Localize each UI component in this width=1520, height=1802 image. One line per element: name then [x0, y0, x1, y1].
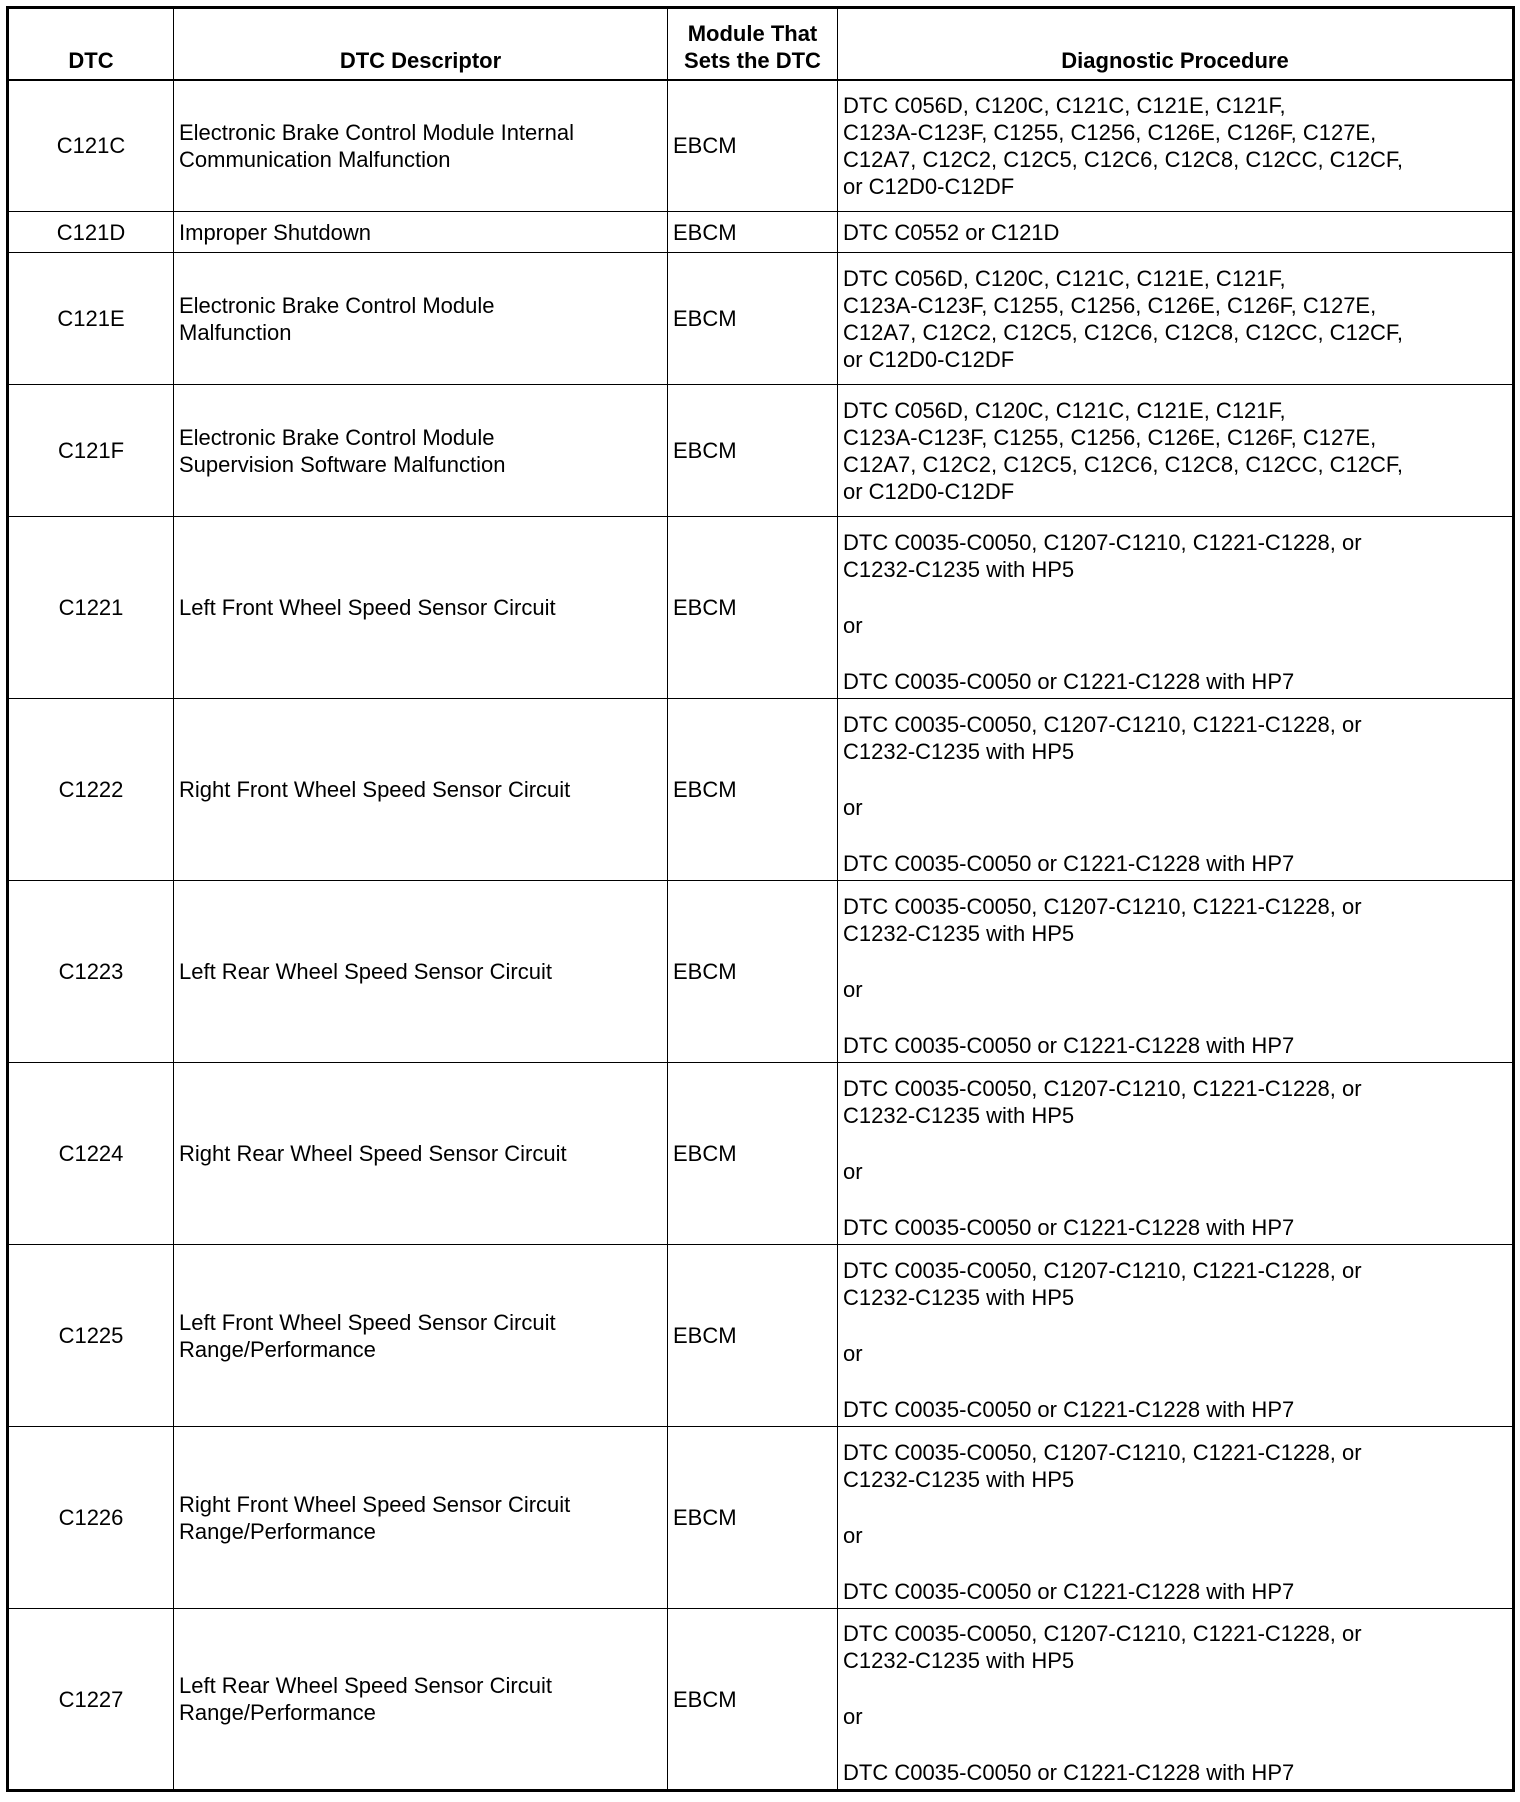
- module-cell: EBCM: [668, 1427, 838, 1609]
- module-cell: EBCM: [668, 253, 838, 385]
- procedure-line: C12A7, C12C2, C12C5, C12C6, C12C8, C12CC, C12CF,: [843, 146, 1404, 172]
- procedure-spacer: [843, 1730, 1507, 1759]
- procedure-or: or: [843, 795, 863, 820]
- table-row: [8, 517, 1514, 699]
- procedure-cell: [838, 881, 1514, 1063]
- procedure-line: C1232-C1235 with HP5: [843, 1103, 1075, 1128]
- table-row: [8, 1063, 1514, 1245]
- descriptor-line: Left Front Wheel Speed Sensor Circuit: [179, 595, 556, 620]
- dtc-table: [6, 6, 1515, 1792]
- procedure-or: or: [843, 977, 863, 1002]
- dtc-code: C1221: [8, 517, 174, 699]
- dtc-code: C1223: [8, 881, 174, 1063]
- procedure-cell: [838, 1245, 1514, 1427]
- header-procedure: [838, 8, 1514, 80]
- procedure-line: DTC C0035-C0050 or C1221-C1228 with HP7: [843, 1215, 1295, 1240]
- header-module-line2: Sets the DTC: [684, 47, 821, 73]
- descriptor-line: Left Rear Wheel Speed Sensor Circuit: [179, 1673, 552, 1698]
- procedure-or: or: [843, 1704, 863, 1729]
- header-descriptor-label: DTC Descriptor: [339, 47, 502, 73]
- procedure-spacer: [843, 1493, 1507, 1522]
- descriptor-line: Electronic Brake Control Module: [179, 292, 495, 318]
- procedure-spacer: [843, 1549, 1507, 1578]
- dtc-code: C121F: [8, 385, 174, 517]
- descriptor-line: Electronic Brake Control Module: [179, 424, 495, 450]
- descriptor-line: Range/Performance: [179, 1336, 376, 1362]
- module-cell: EBCM: [668, 80, 838, 212]
- descriptor-line: Improper Shutdown: [179, 219, 371, 245]
- table-row: [8, 212, 1514, 253]
- procedure-line: DTC C0552 or C121D: [843, 219, 1060, 245]
- procedure-spacer: [843, 1129, 1507, 1158]
- dtc-code: C1225: [8, 1245, 174, 1427]
- header-module-line1: Module That: [687, 20, 818, 46]
- procedure-line: DTC C056D, C120C, C121C, C121E, C121F,: [843, 92, 1286, 118]
- procedure-spacer: [843, 765, 1507, 794]
- procedure-cell: [838, 80, 1514, 212]
- dtc-code: C121D: [8, 212, 174, 253]
- module-cell: EBCM: [668, 1063, 838, 1245]
- procedure-spacer: [843, 583, 1507, 612]
- procedure-line: C12A7, C12C2, C12C5, C12C6, C12C8, C12CC, C12CF,: [843, 451, 1404, 477]
- descriptor-line: Right Front Wheel Speed Sensor Circuit: [179, 777, 571, 802]
- module-cell: EBCM: [668, 1245, 838, 1427]
- dtc-descriptor: [174, 517, 668, 699]
- procedure-line: C123A-C123F, C1255, C1256, C126E, C126F, C127E,: [843, 292, 1377, 318]
- procedure-line: DTC C0035-C0050, C1207-C1210, C1221-C1228, or: [843, 1258, 1362, 1283]
- dtc-code: C1224: [8, 1063, 174, 1245]
- procedure-cell: [838, 699, 1514, 881]
- table-row: [8, 80, 1514, 212]
- table-row: [8, 253, 1514, 385]
- procedure-line: DTC C0035-C0050 or C1221-C1228 with HP7: [843, 1579, 1295, 1604]
- procedure-cell: [838, 1609, 1514, 1791]
- procedure-or: or: [843, 1159, 863, 1184]
- procedure-line: DTC C0035-C0050 or C1221-C1228 with HP7: [843, 851, 1295, 876]
- procedure-line: DTC C0035-C0050, C1207-C1210, C1221-C1228, or: [843, 1621, 1362, 1646]
- procedure-line: or C12D0-C12DF: [843, 478, 1015, 504]
- header-dtc: [8, 8, 174, 80]
- dtc-code: C121C: [8, 80, 174, 212]
- module-cell: EBCM: [668, 517, 838, 699]
- header-module: [668, 8, 838, 80]
- dtc-descriptor: [174, 385, 668, 517]
- dtc-code: C1227: [8, 1609, 174, 1791]
- descriptor-line: Range/Performance: [179, 1700, 376, 1725]
- module-cell: EBCM: [668, 212, 838, 253]
- procedure-cell: [838, 253, 1514, 385]
- table-header-row: [8, 8, 1514, 80]
- descriptor-line: Range/Performance: [179, 1518, 376, 1544]
- module-cell: EBCM: [668, 699, 838, 881]
- procedure-spacer: [843, 639, 1507, 668]
- table-row: [8, 699, 1514, 881]
- dtc-code: C1222: [8, 699, 174, 881]
- procedure-line: C1232-C1235 with HP5: [843, 1285, 1075, 1310]
- procedure-cell: [838, 1063, 1514, 1245]
- dtc-descriptor: [174, 1609, 668, 1791]
- dtc-code: C1226: [8, 1427, 174, 1609]
- dtc-descriptor: [174, 1245, 668, 1427]
- procedure-or: or: [843, 613, 863, 638]
- procedure-line: C1232-C1235 with HP5: [843, 1648, 1075, 1673]
- procedure-line: DTC C056D, C120C, C121C, C121E, C121F,: [843, 397, 1286, 423]
- procedure-line: DTC C0035-C0050 or C1221-C1228 with HP7: [843, 1397, 1295, 1422]
- procedure-spacer: [843, 1311, 1507, 1340]
- dtc-descriptor: [174, 80, 668, 212]
- dtc-descriptor: [174, 699, 668, 881]
- header-dtc-label: DTC: [68, 47, 114, 73]
- table-row: [8, 1609, 1514, 1791]
- procedure-spacer: [843, 947, 1507, 976]
- descriptor-line: Left Rear Wheel Speed Sensor Circuit: [179, 959, 552, 984]
- procedure-line: C1232-C1235 with HP5: [843, 1467, 1075, 1492]
- module-cell: EBCM: [668, 1609, 838, 1791]
- procedure-spacer: [843, 1367, 1507, 1396]
- procedure-line: or C12D0-C12DF: [843, 173, 1015, 199]
- module-cell: EBCM: [668, 385, 838, 517]
- procedure-spacer: [843, 1003, 1507, 1032]
- header-procedure-label: Diagnostic Procedure: [1061, 47, 1289, 73]
- descriptor-line: Left Front Wheel Speed Sensor Circuit: [179, 1309, 556, 1335]
- table-row: [8, 1245, 1514, 1427]
- procedure-line: DTC C056D, C120C, C121C, C121E, C121F,: [843, 265, 1286, 291]
- procedure-line: DTC C0035-C0050, C1207-C1210, C1221-C1228, or: [843, 530, 1362, 555]
- descriptor-line: Right Rear Wheel Speed Sensor Circuit: [179, 1141, 567, 1166]
- procedure-cell: [838, 517, 1514, 699]
- procedure-line: or C12D0-C12DF: [843, 346, 1015, 372]
- dtc-descriptor: [174, 212, 668, 253]
- procedure-or: or: [843, 1341, 863, 1366]
- procedure-spacer: [843, 1185, 1507, 1214]
- procedure-line: DTC C0035-C0050, C1207-C1210, C1221-C1228, or: [843, 1076, 1362, 1101]
- dtc-descriptor: [174, 1427, 668, 1609]
- descriptor-line: Supervision Software Malfunction: [179, 451, 506, 477]
- procedure-line: DTC C0035-C0050, C1207-C1210, C1221-C1228, or: [843, 712, 1362, 737]
- procedure-line: C123A-C123F, C1255, C1256, C126E, C126F, C127E,: [843, 424, 1377, 450]
- procedure-line: DTC C0035-C0050 or C1221-C1228 with HP7: [843, 1033, 1295, 1058]
- table-row: [8, 385, 1514, 517]
- dtc-descriptor: [174, 1063, 668, 1245]
- procedure-cell: [838, 385, 1514, 517]
- header-descriptor: [174, 8, 668, 80]
- procedure-line: C123A-C123F, C1255, C1256, C126E, C126F, C127E,: [843, 119, 1377, 145]
- procedure-line: DTC C0035-C0050, C1207-C1210, C1221-C1228, or: [843, 894, 1362, 919]
- procedure-cell: [838, 212, 1514, 253]
- module-cell: EBCM: [668, 881, 838, 1063]
- descriptor-line: Electronic Brake Control Module Internal: [179, 119, 574, 145]
- procedure-spacer: [843, 1674, 1507, 1703]
- descriptor-line: Malfunction: [179, 319, 292, 345]
- procedure-line: C12A7, C12C2, C12C5, C12C6, C12C8, C12CC, C12CF,: [843, 319, 1404, 345]
- procedure-line: C1232-C1235 with HP5: [843, 921, 1075, 946]
- procedure-line: DTC C0035-C0050, C1207-C1210, C1221-C1228, or: [843, 1440, 1362, 1465]
- table-row: [8, 1427, 1514, 1609]
- dtc-code: C121E: [8, 253, 174, 385]
- table-row: [8, 881, 1514, 1063]
- descriptor-line: Right Front Wheel Speed Sensor Circuit: [179, 1491, 571, 1517]
- procedure-line: C1232-C1235 with HP5: [843, 557, 1075, 582]
- procedure-line: DTC C0035-C0050 or C1221-C1228 with HP7: [843, 669, 1295, 694]
- procedure-cell: [838, 1427, 1514, 1609]
- procedure-line: DTC C0035-C0050 or C1221-C1228 with HP7: [843, 1760, 1295, 1785]
- procedure-or: or: [843, 1523, 863, 1548]
- dtc-descriptor: [174, 881, 668, 1063]
- procedure-line: C1232-C1235 with HP5: [843, 739, 1075, 764]
- dtc-descriptor: [174, 253, 668, 385]
- procedure-spacer: [843, 821, 1507, 850]
- descriptor-line: Communication Malfunction: [179, 146, 451, 172]
